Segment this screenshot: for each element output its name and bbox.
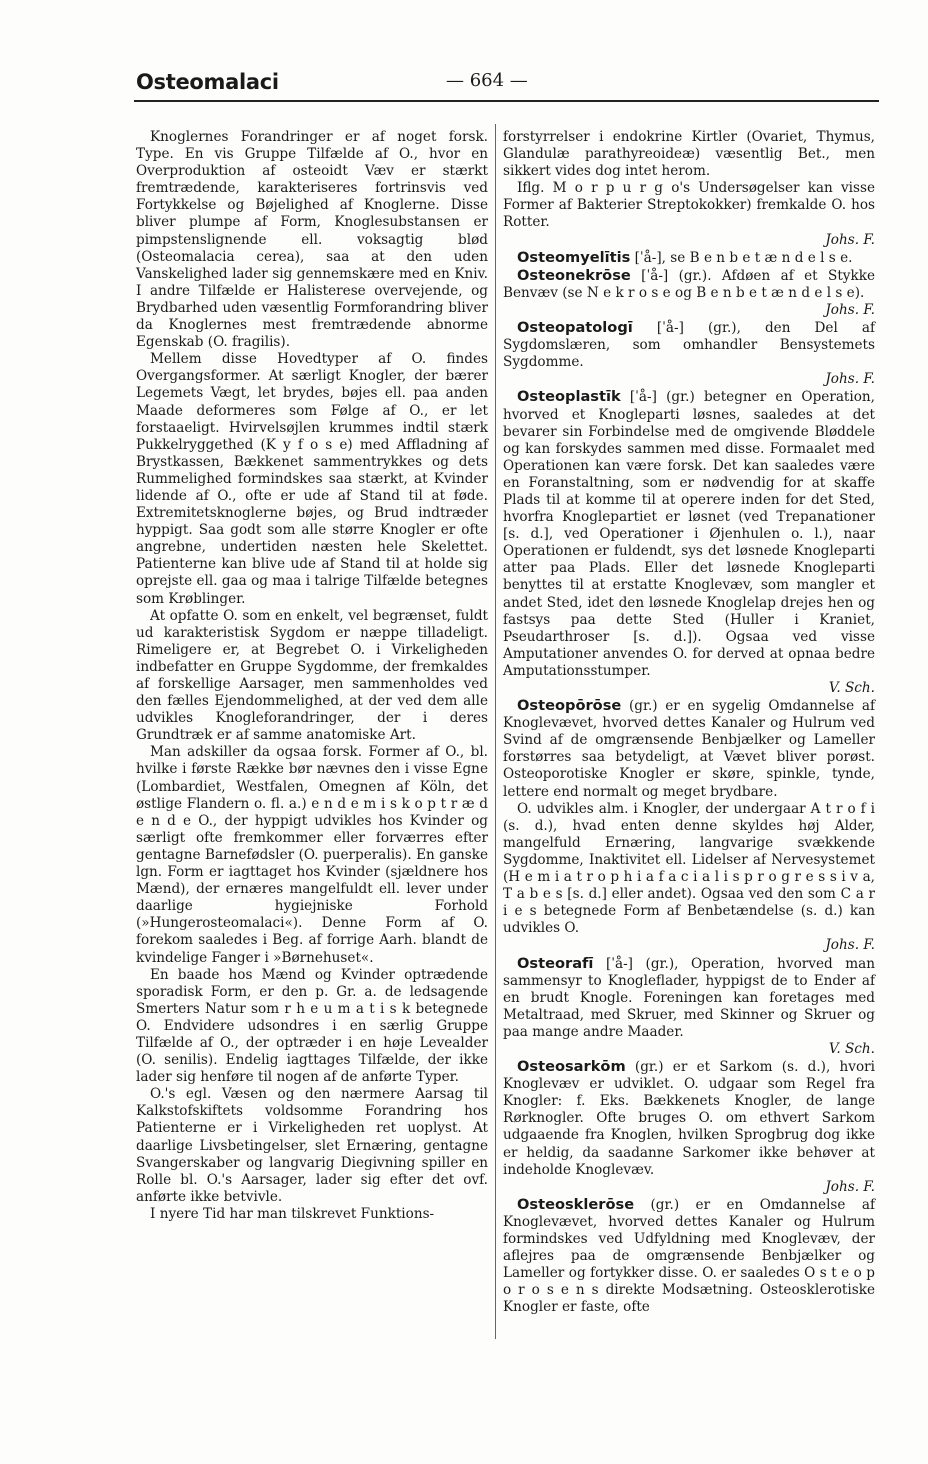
dictionary-entry — [503, 249, 875, 267]
continuation-paragraph — [503, 129, 875, 180]
entry-headword: Osteosarkōm — [517, 1058, 626, 1076]
left-column — [136, 129, 488, 1223]
dictionary-entry — [503, 388, 875, 697]
signature: Johs. F. — [825, 231, 875, 248]
continuation-text: Iflg. M o r p u r g o's Undersøgelser kan visse Former af Bakterier Streptokokker) fremkalde O. hos Rotter. — [503, 180, 875, 231]
entry-headword: Osteorafī — [517, 954, 594, 972]
page-number: — 664 — — [446, 70, 528, 91]
paragraph: O.'s egl. Væsen og den nærmere Aarsag til Kalkstofskiftets voldsomme Forandring hos Patienterne er i Virkeligheden ret uoplyst. At daarlige Livsbetingelser, slet Ernæring, gentagne Svangerskaber og langvarig Diegivning spiller en Rolle bl. O.'s Aarsager, lader sig efter det ovf. anførte ikke betvivle. — [136, 1086, 488, 1205]
dictionary-entry — [503, 1058, 875, 1196]
dictionary-entry — [503, 267, 875, 319]
paragraph: Man adskiller da ogsaa forsk. Former af O., bl. hvilke i første Række bør nævnes den i visse Egne (Lombardiet, Westfalen, Omegnen af Köln, det østlige Flandern o. fl. a.) e n d e m i s k o p t r æ d e n d e O., der hyppigt udvikles hos Kvinder og særligt ofte fremkommer eller forværres efter gentagne Barnefødsler (O. puerperalis). En ganske lgn. Form er iagttaget hos Kvinder (sjældnere hos Mænd), der ernæres mangelfuldt ell. lever under daarlige hygiejniske Forhold (»Hungerosteomalaci«). Denne Form af O. forekom saaledes i Beg. af forrige Aarh. blandt de kvindelige Fanger i »Børnehuset«. — [136, 744, 488, 966]
dictionary-entry — [503, 801, 875, 955]
entry-headword: Osteosklerōse — [517, 1195, 635, 1213]
column-divider — [495, 124, 496, 1339]
continuation-text: forstyrrelser i endokrine Kirtler (Ovariet, Thymus, Glandulæ parathyreoideæ) væsentlig Bet., men sikkert vides dog intet herom. — [503, 129, 875, 180]
entry-signature: V. Sch. — [828, 680, 875, 696]
entry-headword: Osteoplastīk — [517, 388, 621, 406]
running-head-title: Osteomalaci — [136, 70, 279, 94]
dictionary-entry — [503, 955, 875, 1059]
entry-text: (gr.) er et Sarkom (s. d.), hvori Knoglevæv er udviklet. O. udgaar som Regel fra Knogler: f. Eks. Bækkenets Knogler, de lange Rørknogler. Ofte bruges O. om ethvert Sarkom udgaaende fra Knoglen, hvilken Sprogbrug dog ikke er heldig, da saadanne Sarkomer ikke behøver at indeholde Knoglevæv. — [503, 1059, 875, 1178]
paragraph: I nyere Tid har man tilskrevet Funktions- — [150, 1205, 435, 1222]
entry-headword: Osteopatologī — [517, 319, 633, 337]
dictionary-entry — [503, 319, 875, 388]
entry-signature: V. Sch. — [828, 1040, 875, 1057]
entry-text: [ˈå-] (gr.). Afdøen af et Stykke Benvæv (se N e k r o s e og B e n b e t æ n d e l s e). — [503, 267, 875, 301]
entry-text: (gr.) er en Omdannelse af Knoglevævet, hvorved dettes Kanaler og Hulrum formindskes ved Udfyldning med Knoglevæv, der aflejres paa de omgrænsende Benbjælker og Lameller og fortykker disse. O. er saaledes O s t e o p o r o s e n s direkte Modsætning. Osteosklerotiske Knogler er faste, ofte — [503, 1196, 875, 1316]
entry-headword: Osteopōrōse — [517, 697, 622, 715]
entry-text: [ˈå-] (gr.), Operation, hvorved man sammensyr to Knogleflader, hyppigst de to Ender af en brudt Knogle. Foreningen kan foretages med Metaltraad, med Skruer, med Skinner og Skruer og paa mange andre Maader. — [503, 955, 875, 1040]
right-column — [503, 129, 875, 1316]
entry-list — [503, 249, 875, 1317]
entry-signature: Johs. F. — [825, 1178, 875, 1195]
paragraph: At opfatte O. som en enkelt, vel begrænset, fuldt ud karakteristisk Sygdom er næppe tilladeligt. Rimeligere er, at Begrebet O. i Virkeligheden indbefatter en Gruppe Sygdomme, der fremkaldes af forskellige Aarsager, men sammenholdes ved den fælles Ejendommelighed, at der ved dem alle udvikles Knogleforandringer, der i deres Grundtræk er af samme anatomiske Art. — [136, 607, 488, 744]
entry-signature: Johs. F. — [825, 937, 875, 954]
paragraph: Mellem disse Hovedtyper af O. findes Overgangsformer. At særligt Knogler, der bærer Legemets Vægt, let brydes, bøjes ell. paa anden Maade deformeres som Følge af O., er let forstaaeligt. Hvirvelsøjlen krummes indtil stærk Pukkelryggethed (K y f o s e) med Affladning af Brystkassen, Bækkenet sammentrykkes og dets Rummelighed formindskes saa stærkt, at Kvinder lidende af O., ofte er ude af Stand til at føde. Extremitetsknoglerne bøjes, og Brud indtræder hyppigt. Saa godt som alle større Knogler er ofte angrebne, undertiden næsten hele Skelettet. Patienterne kan blive ude af Stand til at holde sig oprejste ell. gaa og maa i talrige Tilfælde betegnes som Krøblinger. — [136, 351, 488, 607]
dictionary-entry — [503, 1196, 875, 1317]
entry-text: O. udvikles alm. i Knogler, der undergaar A t r o f i (s. d.), hvad enten denne skyldes høj Alder, mangelfuld Ernæring, langvarige svækkende Sygdomme, Inaktivitet ell. Lidelser af Nervesystemet (H e m i a t r o p h i a f a c i a l i s p r o g r e s s i v a, T a b e s [s. d.] eller andet). Ogsaa ved den som C a r i e s betegnede Form af Benbetændelse (s. d.) kan udvikles O. — [503, 800, 875, 937]
entry-signature: Johs. F. — [825, 371, 875, 388]
entry-text: [ˈå-] (gr.) betegner en Operation, hvorved et Knogleparti løsnes, saaledes at det bevarer sin Forbindelse med de omgivende Bløddele og kan forskydes sammen med disse. Formaalet med Operationen kan være forsk. Det kan saaledes være en Foranstaltning, som er nødvendig for at skaffe Plads til at komme til at operere inden for det Sted, hvorfra Knoglepartiet er løsnet (ved Trepanationer [s. d.], ved Operationer i Øjenhulen o. l.), naar Operationen er fuldendt, sys det løsnede Knogleparti atter paa Plads. Eller det løsnede Knogleparti benyttes til at erstatte Knoglevæv, som mangler et andet Sted, idet den løsnede Knoglelap drejes hen og fastsys paa dette Sted (Huller i Kraniet, Pseudarthroser [s. d.]). Ogsaa ved visse Amputationer anvendes O. for derved at opnaa bedre Amputationsstumper. — [503, 389, 875, 679]
dictionary-entry — [503, 697, 875, 801]
entry-signature: Johs. F. — [825, 301, 875, 318]
entry-text: [ˈå-], se B e n b e t æ n d e l s e. — [630, 249, 853, 266]
header-rule — [134, 100, 879, 102]
entry-headword: Osteonekrōse — [517, 266, 631, 284]
entry-text: [ˈå-] (gr.), den Del af Sygdomslæren, som omhandler Bensystemets Sygdomme. — [503, 320, 875, 371]
entry-headword: Osteomyelītis — [517, 248, 631, 266]
entry-text: (gr.) er en sygelig Omdannelse af Knoglevævet, hvorved dettes Kanaler og Hulrum ved Svind af de omgrænsende Benbjælker og Lameller forstørres saa betydeligt, at Vævet bliver porøst. Osteoporotiske Knogler er skøre, spinkle, tynde, lettere end normalt og meget brydbare. — [503, 698, 875, 800]
paragraph: En baade hos Mænd og Kvinder optrædende sporadisk Form, er den p. Gr. a. de ledsagende Smerters Natur som r h e u m a t i s k betegnede O. Endvidere udsondres i en særlig Gruppe Tilfælde af O., der optræder i en høje Levealder (O. senilis). Endelig iagttages Tilfælde, der ikke lader sig henføre til nogen af de anførte Typer. — [136, 966, 488, 1086]
continuation-paragraph — [503, 180, 875, 248]
paragraph: Knoglernes Forandringer er af noget forsk. Type. En vis Gruppe Tilfælde af O., hvor en Overproduktion af osteoidt Væv er stærkt fremtrædende, karakteriseres fortrinsvis ved Fortykkelse og Bøjelighed af Knoglerne. Disse bliver plumpe af Form, Knoglesubstansen er pimpstenslignende ell. voksagtig blød (Osteomalacia cerea), saa at den uden Vanskelighed lader sig gennemskære med en Kniv. I andre Tilfælde er Halisterese overvejende, og Brydbarhed uden væsentlig Formforandring bliver da Knoglernes mest fremtrædende abnorme Egenskab (O. fragilis). — [136, 129, 488, 351]
